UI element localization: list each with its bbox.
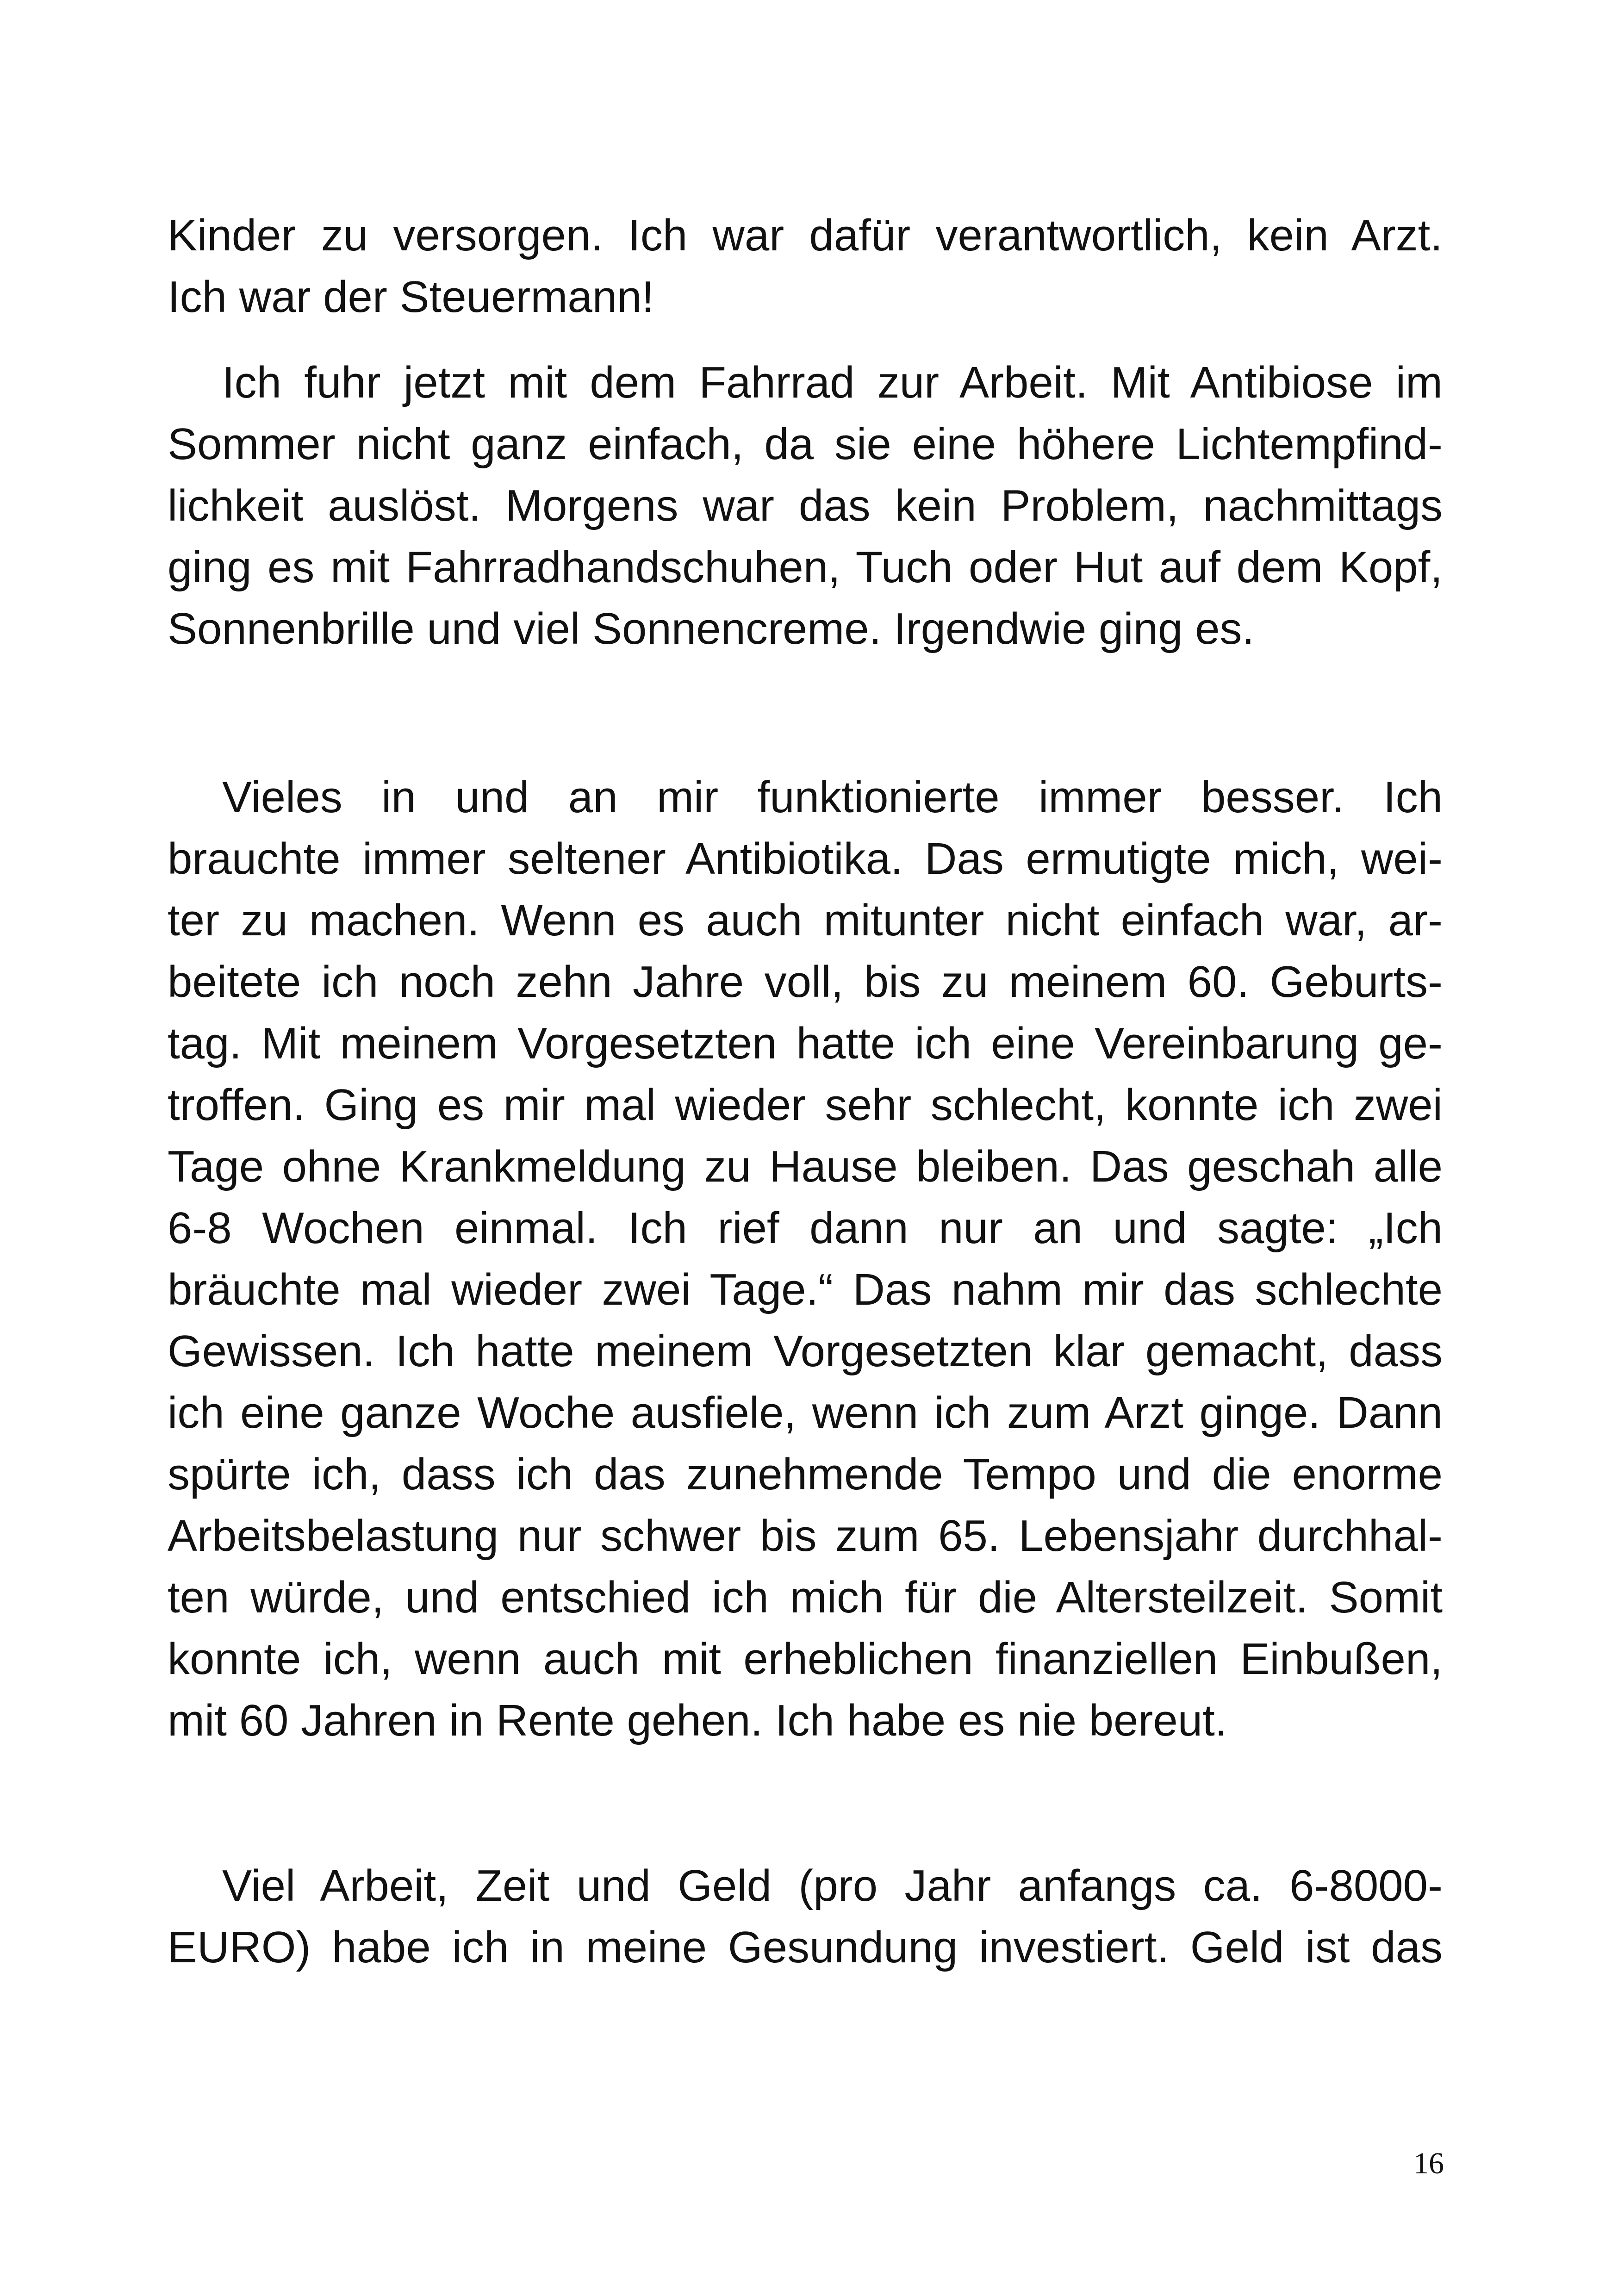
text-line: Viel Arbeit, Zeit und Geld (pro Jahr anfangs ca. 6-8000-	[222, 1861, 1443, 1910]
text-line: Gewissen. Ich hatte meinem Vorgesetzten klar gemacht, dass	[168, 1326, 1443, 1376]
text-line: ging es mit Fahrradhandschuhen, Tuch oder Hut auf dem Kopf,	[168, 542, 1443, 592]
text-line: ter zu machen. Wenn es auch mitunter nicht einfach war, ar-	[168, 896, 1443, 945]
text-line: ich eine ganze Woche ausfiele, wenn ich zum Arzt ginge. Dann	[168, 1388, 1443, 1437]
text-line: mit 60 Jahren in Rente gehen. Ich habe es nie bereut.	[168, 1696, 1227, 1745]
text-line: spürte ich, dass ich das zunehmende Tempo und die enorme	[168, 1450, 1443, 1499]
text-line: 6-8 Wochen einmal. Ich rief dann nur an und sagte: „Ich	[168, 1203, 1443, 1253]
text-line: brauchte immer seltener Antibiotika. Das ermutigte mich, wei-	[168, 834, 1443, 884]
text-line: konnte ich, wenn auch mit erheblichen finanziellen Einbußen,	[168, 1634, 1443, 1684]
text-line: Kinder zu versorgen. Ich war dafür verantwortlich, kein Arzt.	[168, 211, 1443, 260]
text-line: troffen. Ging es mir mal wieder sehr schlecht, konnte ich zwei	[168, 1080, 1443, 1130]
text-line: Sonnenbrille und viel Sonnencreme. Irgendwie ging es.	[168, 604, 1255, 653]
page-number: 16	[1413, 2147, 1444, 2180]
text-line: ten würde, und entschied ich mich für die Altersteilzeit. Somit	[168, 1573, 1443, 1622]
paragraph-costs	[168, 1855, 1443, 1978]
text-line: lichkeit auslöst. Morgens war das kein Problem, nachmittags	[168, 481, 1443, 530]
text-line: EURO) habe ich in meine Gesundung investiert. Geld ist das	[168, 1923, 1443, 1972]
text-line: Ich fuhr jetzt mit dem Fahrrad zur Arbeit. Mit Antibiose im	[222, 358, 1443, 407]
text-line: Vieles in und an mir funktionierte immer besser. Ich	[222, 772, 1443, 822]
text-line: Arbeitsbelastung nur schwer bis zum 65. Lebensjahr durchhal-	[168, 1511, 1443, 1561]
paragraph-continued	[168, 205, 1443, 328]
text-line: Tage ohne Krankmeldung zu Hause bleiben. Das geschah alle	[168, 1142, 1443, 1191]
paragraph-cycling	[168, 352, 1443, 660]
text-line: Ich war der Steuermann!	[168, 272, 654, 322]
text-line: Sommer nicht ganz einfach, da sie eine höhere Lichtempfind-	[168, 419, 1443, 469]
text-line: bräuchte mal wieder zwei Tage.“ Das nahm mir das schlechte	[168, 1265, 1443, 1314]
text-line: beitete ich noch zehn Jahre voll, bis zu meinem 60. Geburts-	[168, 957, 1443, 1007]
paragraph-work	[168, 766, 1443, 1751]
text-line: tag. Mit meinem Vorgesetzten hatte ich eine Vereinbarung ge-	[168, 1019, 1443, 1068]
